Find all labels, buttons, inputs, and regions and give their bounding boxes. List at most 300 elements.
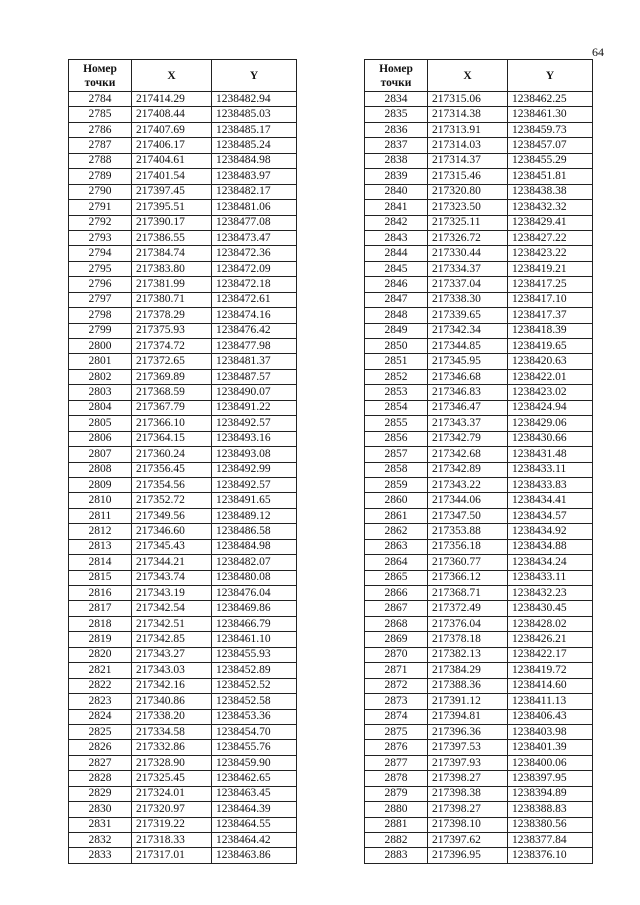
y-coordinate-cell: 1238406.43	[508, 709, 593, 724]
x-coordinate-cell: 217342.89	[428, 462, 508, 477]
table-row	[365, 354, 593, 369]
table-row	[69, 462, 297, 477]
table-row	[365, 400, 593, 415]
point-number-cell: 2876	[365, 740, 428, 755]
table-row	[365, 261, 593, 276]
x-coordinate-cell: 217398.10	[428, 817, 508, 832]
y-coordinate-cell: 1238474.16	[212, 308, 297, 323]
table-row	[69, 848, 297, 863]
table-row	[69, 601, 297, 616]
x-coordinate-cell: 217320.80	[428, 184, 508, 199]
table-row	[69, 447, 297, 462]
table-row	[69, 153, 297, 168]
y-coordinate-cell: 1238461.10	[212, 632, 297, 647]
point-number-cell: 2810	[69, 493, 132, 508]
x-coordinate-cell: 217397.45	[132, 184, 212, 199]
x-coordinate-cell: 217328.90	[132, 755, 212, 770]
point-number-cell: 2855	[365, 416, 428, 431]
x-coordinate-cell: 217356.18	[428, 539, 508, 554]
x-coordinate-cell: 217346.83	[428, 385, 508, 400]
point-number-cell: 2838	[365, 153, 428, 168]
table-row	[365, 678, 593, 693]
x-coordinate-cell: 217378.29	[132, 308, 212, 323]
table-row	[365, 230, 593, 245]
x-coordinate-cell: 217320.97	[132, 802, 212, 817]
x-coordinate-cell: 217326.72	[428, 230, 508, 245]
y-coordinate-cell: 1238484.98	[212, 153, 297, 168]
y-coordinate-cell: 1238434.88	[508, 539, 593, 554]
point-number-cell: 2848	[365, 308, 428, 323]
table-row	[365, 138, 593, 153]
y-coordinate-cell: 1238376.10	[508, 848, 593, 863]
point-number-cell: 2852	[365, 369, 428, 384]
table-row	[69, 215, 297, 230]
y-coordinate-cell: 1238485.03	[212, 107, 297, 122]
point-number-cell: 2839	[365, 169, 428, 184]
x-coordinate-cell: 217343.19	[132, 586, 212, 601]
x-coordinate-cell: 217396.95	[428, 848, 508, 863]
y-coordinate-cell: 1238452.58	[212, 694, 297, 709]
table-row	[69, 200, 297, 215]
point-number-cell: 2788	[69, 153, 132, 168]
point-number-cell: 2792	[69, 215, 132, 230]
point-number-cell: 2854	[365, 400, 428, 415]
x-coordinate-cell: 217381.99	[132, 277, 212, 292]
table-row	[365, 555, 593, 570]
x-coordinate-cell: 217325.11	[428, 215, 508, 230]
table-row	[69, 771, 297, 786]
point-number-cell: 2861	[365, 508, 428, 523]
point-number-cell: 2845	[365, 261, 428, 276]
table-row	[69, 122, 297, 137]
y-coordinate-cell: 1238457.07	[508, 138, 593, 153]
table-row	[69, 431, 297, 446]
y-coordinate-cell: 1238429.41	[508, 215, 593, 230]
table-row	[69, 416, 297, 431]
table-row	[365, 802, 593, 817]
y-coordinate-cell: 1238454.70	[212, 724, 297, 739]
y-coordinate-cell: 1238434.24	[508, 555, 593, 570]
y-coordinate-cell: 1238426.21	[508, 632, 593, 647]
table-row	[365, 308, 593, 323]
table-row	[69, 647, 297, 662]
x-coordinate-cell: 217315.46	[428, 169, 508, 184]
point-number-cell: 2798	[69, 308, 132, 323]
y-coordinate-cell: 1238403.98	[508, 724, 593, 739]
point-number-cell: 2806	[69, 431, 132, 446]
point-number-cell: 2816	[69, 586, 132, 601]
point-number-cell: 2817	[69, 601, 132, 616]
x-coordinate-cell: 217376.04	[428, 616, 508, 631]
x-coordinate-cell: 217313.91	[428, 122, 508, 137]
y-coordinate-cell: 1238491.22	[212, 400, 297, 415]
y-coordinate-cell: 1238422.17	[508, 647, 593, 662]
x-coordinate-cell: 217317.01	[132, 848, 212, 863]
y-coordinate-cell: 1238466.79	[212, 616, 297, 631]
x-coordinate-cell: 217344.06	[428, 493, 508, 508]
y-coordinate-cell: 1238424.94	[508, 400, 593, 415]
table-row	[365, 539, 593, 554]
table-row	[365, 292, 593, 307]
point-number-cell: 2790	[69, 184, 132, 199]
x-coordinate-cell: 217378.18	[428, 632, 508, 647]
y-coordinate-cell: 1238420.63	[508, 354, 593, 369]
x-coordinate-cell: 217366.12	[428, 570, 508, 585]
x-coordinate-cell: 217397.62	[428, 833, 508, 848]
point-number-cell: 2883	[365, 848, 428, 863]
y-coordinate-cell: 1238434.41	[508, 493, 593, 508]
table-row	[69, 277, 297, 292]
y-coordinate-cell: 1238462.65	[212, 771, 297, 786]
y-coordinate-cell: 1238452.89	[212, 663, 297, 678]
point-number-cell: 2822	[69, 678, 132, 693]
x-coordinate-cell: 217338.30	[428, 292, 508, 307]
y-coordinate-cell: 1238430.66	[508, 431, 593, 446]
x-coordinate-cell: 217395.51	[132, 200, 212, 215]
x-coordinate-cell: 217343.74	[132, 570, 212, 585]
point-number-cell: 2805	[69, 416, 132, 431]
x-coordinate-cell: 217369.89	[132, 369, 212, 384]
point-number-cell: 2865	[365, 570, 428, 585]
y-coordinate-cell: 1238419.65	[508, 339, 593, 354]
point-number-cell: 2873	[365, 694, 428, 709]
x-coordinate-cell: 217342.54	[132, 601, 212, 616]
point-number-cell: 2850	[365, 339, 428, 354]
table-row	[69, 184, 297, 199]
point-number-cell: 2881	[365, 817, 428, 832]
table-row	[365, 833, 593, 848]
table-row	[365, 771, 593, 786]
point-number-cell: 2824	[69, 709, 132, 724]
x-coordinate-cell: 217397.93	[428, 755, 508, 770]
y-coordinate-cell: 1238417.37	[508, 308, 593, 323]
table-row	[365, 339, 593, 354]
table-row	[69, 107, 297, 122]
point-number-cell: 2793	[69, 230, 132, 245]
table-row	[69, 616, 297, 631]
table-row	[365, 709, 593, 724]
point-number-cell: 2842	[365, 215, 428, 230]
y-coordinate-cell: 1238453.36	[212, 709, 297, 724]
y-coordinate-cell: 1238455.29	[508, 153, 593, 168]
x-coordinate-cell: 217337.04	[428, 277, 508, 292]
table-row	[69, 740, 297, 755]
x-coordinate-cell: 217346.47	[428, 400, 508, 415]
x-coordinate-cell: 217334.37	[428, 261, 508, 276]
x-coordinate-cell: 217384.74	[132, 246, 212, 261]
point-number-cell: 2818	[69, 616, 132, 631]
table-row	[365, 632, 593, 647]
table-row	[69, 833, 297, 848]
point-number-cell: 2864	[365, 555, 428, 570]
point-number-cell: 2800	[69, 339, 132, 354]
table-body	[365, 92, 593, 864]
y-coordinate-cell: 1238434.92	[508, 524, 593, 539]
point-number-cell: 2787	[69, 138, 132, 153]
x-coordinate-cell: 217372.65	[132, 354, 212, 369]
point-number-cell: 2879	[365, 786, 428, 801]
point-number-cell: 2823	[69, 694, 132, 709]
table-row	[365, 586, 593, 601]
table-row	[365, 493, 593, 508]
point-number-cell: 2863	[365, 539, 428, 554]
table-row	[365, 200, 593, 215]
x-coordinate-cell: 217408.44	[132, 107, 212, 122]
y-coordinate-cell: 1238461.30	[508, 107, 593, 122]
table-row	[365, 246, 593, 261]
table-row	[69, 92, 297, 107]
x-coordinate-cell: 217398.38	[428, 786, 508, 801]
point-number-cell: 2804	[69, 400, 132, 415]
point-number-cell: 2836	[365, 122, 428, 137]
x-header: X	[428, 60, 508, 92]
table-row	[365, 153, 593, 168]
y-coordinate-cell: 1238481.37	[212, 354, 297, 369]
x-coordinate-cell: 217368.71	[428, 586, 508, 601]
table-row	[365, 323, 593, 338]
table-row	[365, 385, 593, 400]
y-coordinate-cell: 1238464.42	[212, 833, 297, 848]
y-coordinate-cell: 1238492.57	[212, 477, 297, 492]
point-number-cell: 2832	[69, 833, 132, 848]
point-number-cell: 2853	[365, 385, 428, 400]
x-coordinate-cell: 217388.36	[428, 678, 508, 693]
x-coordinate-cell: 217404.61	[132, 153, 212, 168]
point-number-cell: 2785	[69, 107, 132, 122]
table-row	[69, 524, 297, 539]
point-number-cell: 2859	[365, 477, 428, 492]
table-row	[365, 786, 593, 801]
point-number-cell: 2847	[365, 292, 428, 307]
table-row	[365, 508, 593, 523]
y-coordinate-cell: 1238485.24	[212, 138, 297, 153]
y-coordinate-cell: 1238388.83	[508, 802, 593, 817]
x-coordinate-cell: 217324.01	[132, 786, 212, 801]
point-number-cell: 2807	[69, 447, 132, 462]
table-row	[69, 246, 297, 261]
point-number-cell: 2837	[365, 138, 428, 153]
x-coordinate-cell: 217398.27	[428, 802, 508, 817]
x-coordinate-cell: 217352.72	[132, 493, 212, 508]
y-coordinate-cell: 1238483.97	[212, 169, 297, 184]
point-number-cell: 2840	[365, 184, 428, 199]
x-coordinate-cell: 217345.43	[132, 539, 212, 554]
x-coordinate-cell: 217340.86	[132, 694, 212, 709]
table-row	[69, 169, 297, 184]
table-row	[365, 447, 593, 462]
y-coordinate-cell: 1238493.08	[212, 447, 297, 462]
y-coordinate-cell: 1238433.11	[508, 570, 593, 585]
x-coordinate-cell: 217319.22	[132, 817, 212, 832]
point-number-cell: 2821	[69, 663, 132, 678]
point-number-cell: 2830	[69, 802, 132, 817]
table-row	[69, 400, 297, 415]
y-coordinate-cell: 1238477.98	[212, 339, 297, 354]
point-number-cell: 2868	[365, 616, 428, 631]
x-coordinate-cell: 217372.49	[428, 601, 508, 616]
point-number-header: Номер точки	[69, 60, 132, 92]
y-coordinate-cell: 1238429.06	[508, 416, 593, 431]
point-number-cell: 2808	[69, 462, 132, 477]
x-coordinate-cell: 217314.03	[428, 138, 508, 153]
table-row	[365, 277, 593, 292]
point-number-cell: 2874	[365, 709, 428, 724]
x-coordinate-cell: 217342.79	[428, 431, 508, 446]
table-header-row	[365, 60, 593, 92]
y-coordinate-cell: 1238487.57	[212, 369, 297, 384]
y-coordinate-cell: 1238473.47	[212, 230, 297, 245]
x-coordinate-cell: 217342.51	[132, 616, 212, 631]
point-number-cell: 2831	[69, 817, 132, 832]
point-number-cell: 2786	[69, 122, 132, 137]
point-number-cell: 2880	[365, 802, 428, 817]
y-coordinate-cell: 1238491.65	[212, 493, 297, 508]
x-coordinate-cell: 217414.29	[132, 92, 212, 107]
point-number-cell: 2834	[365, 92, 428, 107]
table-row	[69, 678, 297, 693]
y-coordinate-cell: 1238482.94	[212, 92, 297, 107]
table-row	[69, 477, 297, 492]
table-row	[69, 508, 297, 523]
y-coordinate-cell: 1238482.17	[212, 184, 297, 199]
table-row	[365, 122, 593, 137]
page-number: 64	[592, 45, 604, 59]
y-coordinate-cell: 1238452.52	[212, 678, 297, 693]
table-row	[69, 709, 297, 724]
y-coordinate-cell: 1238401.39	[508, 740, 593, 755]
y-coordinate-cell: 1238434.57	[508, 508, 593, 523]
x-coordinate-cell: 217384.29	[428, 663, 508, 678]
point-number-cell: 2851	[365, 354, 428, 369]
x-coordinate-cell: 217374.72	[132, 339, 212, 354]
table-row	[69, 138, 297, 153]
y-coordinate-cell: 1238411.13	[508, 694, 593, 709]
point-number-cell: 2846	[365, 277, 428, 292]
table-row	[365, 431, 593, 446]
table-row	[365, 184, 593, 199]
point-number-cell: 2858	[365, 462, 428, 477]
table-row	[69, 292, 297, 307]
y-coordinate-cell: 1238480.08	[212, 570, 297, 585]
table-row	[69, 354, 297, 369]
table-row	[365, 524, 593, 539]
table-row	[69, 802, 297, 817]
point-number-cell: 2813	[69, 539, 132, 554]
point-number-cell: 2833	[69, 848, 132, 863]
point-number-cell: 2795	[69, 261, 132, 276]
y-coordinate-cell: 1238490.07	[212, 385, 297, 400]
point-number-cell: 2870	[365, 647, 428, 662]
point-number-cell: 2862	[365, 524, 428, 539]
y-coordinate-cell: 1238419.21	[508, 261, 593, 276]
point-number-cell: 2878	[365, 771, 428, 786]
x-coordinate-cell: 217397.53	[428, 740, 508, 755]
table-row	[69, 323, 297, 338]
point-number-cell: 2825	[69, 724, 132, 739]
y-coordinate-cell: 1238463.45	[212, 786, 297, 801]
y-coordinate-cell: 1238484.98	[212, 539, 297, 554]
x-coordinate-cell: 217314.38	[428, 107, 508, 122]
y-coordinate-cell: 1238472.61	[212, 292, 297, 307]
y-coordinate-cell: 1238469.86	[212, 601, 297, 616]
point-number-cell: 2860	[365, 493, 428, 508]
x-coordinate-cell: 217375.93	[132, 323, 212, 338]
x-coordinate-cell: 217346.68	[428, 369, 508, 384]
point-number-cell: 2826	[69, 740, 132, 755]
point-number-cell: 2812	[69, 524, 132, 539]
y-coordinate-cell: 1238400.06	[508, 755, 593, 770]
x-coordinate-cell: 217334.58	[132, 724, 212, 739]
point-number-cell: 2803	[69, 385, 132, 400]
y-coordinate-cell: 1238428.02	[508, 616, 593, 631]
table-row	[365, 848, 593, 863]
x-coordinate-cell: 217339.65	[428, 308, 508, 323]
table-row	[365, 416, 593, 431]
table-body	[69, 92, 297, 864]
x-coordinate-cell: 217347.50	[428, 508, 508, 523]
y-coordinate-cell: 1238377.84	[508, 833, 593, 848]
x-coordinate-cell: 217360.24	[132, 447, 212, 462]
x-coordinate-cell: 217338.20	[132, 709, 212, 724]
point-number-cell: 2877	[365, 755, 428, 770]
x-coordinate-cell: 217391.12	[428, 694, 508, 709]
y-coordinate-cell: 1238418.39	[508, 323, 593, 338]
x-coordinate-cell: 217366.10	[132, 416, 212, 431]
x-coordinate-cell: 217390.17	[132, 215, 212, 230]
table-row	[69, 230, 297, 245]
table-row	[365, 647, 593, 662]
x-coordinate-cell: 217382.13	[428, 647, 508, 662]
y-coordinate-cell: 1238481.06	[212, 200, 297, 215]
point-number-cell: 2820	[69, 647, 132, 662]
table-row	[365, 724, 593, 739]
x-coordinate-cell: 217386.55	[132, 230, 212, 245]
y-coordinate-cell: 1238438.38	[508, 184, 593, 199]
x-coordinate-cell: 217343.22	[428, 477, 508, 492]
table-row	[69, 755, 297, 770]
x-coordinate-cell: 217360.77	[428, 555, 508, 570]
point-number-cell: 2841	[365, 200, 428, 215]
y-coordinate-cell: 1238464.39	[212, 802, 297, 817]
table-row	[365, 462, 593, 477]
table-row	[365, 570, 593, 585]
point-number-cell: 2784	[69, 92, 132, 107]
point-number-cell: 2797	[69, 292, 132, 307]
x-coordinate-cell: 217396.36	[428, 724, 508, 739]
point-number-cell: 2791	[69, 200, 132, 215]
y-coordinate-cell: 1238432.23	[508, 586, 593, 601]
x-coordinate-cell: 217345.95	[428, 354, 508, 369]
table-row	[69, 586, 297, 601]
point-number-cell: 2871	[365, 663, 428, 678]
x-coordinate-cell: 217353.88	[428, 524, 508, 539]
x-coordinate-cell: 217343.37	[428, 416, 508, 431]
x-coordinate-cell: 217356.45	[132, 462, 212, 477]
x-coordinate-cell: 217342.85	[132, 632, 212, 647]
table-row	[69, 369, 297, 384]
x-coordinate-cell: 217342.68	[428, 447, 508, 462]
table-row	[365, 477, 593, 492]
y-coordinate-cell: 1238423.02	[508, 385, 593, 400]
y-coordinate-cell: 1238417.25	[508, 277, 593, 292]
coordinates-table-right	[364, 59, 593, 864]
point-number-cell: 2866	[365, 586, 428, 601]
point-number-cell: 2829	[69, 786, 132, 801]
point-number-cell: 2835	[365, 107, 428, 122]
x-coordinate-cell: 217364.15	[132, 431, 212, 446]
y-coordinate-cell: 1238427.22	[508, 230, 593, 245]
point-number-cell: 2875	[365, 724, 428, 739]
